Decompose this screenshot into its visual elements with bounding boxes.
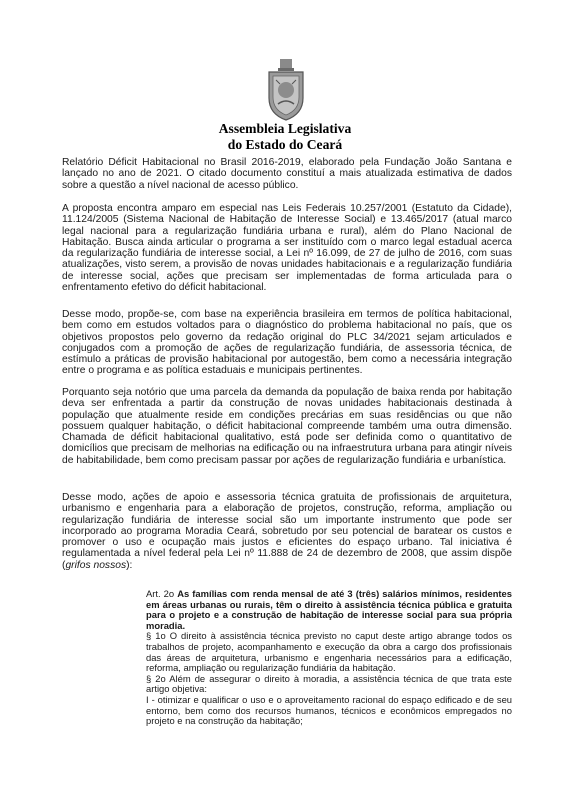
article-2-prefix: Art. 2o (146, 588, 178, 599)
paragraph-technical-assistance-text: Desse modo, ações de apoio e assessoria técnica gratuita de profissionais de arquitetura, urbanismo e engenharia para a elaboração de projetos, construção, reforma, ampliação ou regularização fundiária de interesse social são um importante instrumento que pode ser incorporado ao programa Moradia Ceará, sobretudo por seu potencial de baratear os custos e promover o uso e ocupação mais justos e eficientes do espaço urbano. Tal iniciativa é regulamentada a nível federal pela Lei nº 11.888 de 24 de dezembro de 2008, que assim dispõe ( (62, 492, 512, 571)
paragraph-proposal: Desse modo, propõe-se, com base na experiência brasileira em termos de política habitacional, bem como em estudos voltados para o diagnóstico do problema habitacional no país, que os objetivos propostos pelo governo da redação original do PLC 34/2021 sejam articulados e conjugados com a promoção de ações de regularização fundiária, de assessoria técnica, de estímulo a práticas de provisão habitacional por autogestão, bem como a necessária integração entre o programa e as política estaduais e municipais pertinentes. (62, 309, 512, 377)
state-coat-of-arms-seal (266, 58, 306, 122)
institution-header (200, 121, 370, 153)
paragraph-qualitative-deficit: Porquanto seja notório que uma parcela da demanda da população de baixa renda por habitação deva ser enfrentada a partir da construção de novas unidades habitacionais destinada à população que atualmente reside em condições precárias em suas residências ou que não possuem qualquer habitação, o déficit habitacional compreende também uma outra dimensão. Chamada de déficit habitacional qualitativo, está pode ser definida como o quantitativo de domicílios que precisam de melhorias na edificação ou na infraestrutura urbana para atingir níveis de habitabilidade, bem como precisam passar por ações de regularização fundiária e urbanística. (62, 387, 512, 466)
paragraph-end: ): (126, 559, 133, 571)
article-2 (146, 589, 512, 631)
paragraph-technical-assistance (62, 492, 512, 571)
italic-note: grifos nossos (65, 559, 127, 571)
institution-name-line1: Assembleia Legislativa (218, 121, 352, 136)
article-2-bold-text: As famílias com renda mensal de até 3 (três) salários mínimos, residentes em áreas urbanas ou rurais, têm o direito à assistência técnica pública e gratuita para o projeto e a construção de habitação de interesse social para sua própria moradia. (146, 588, 512, 631)
paragraph-report-reference: Relatório Déficit Habitacional no Brasil 2016-2019, elaborado pela Fundação João Santana e lançado no ano de 2021. O citado documento constituí a mais atualizada estimativa de dados sobre a questão a nível nacional de acesso público. (62, 157, 512, 191)
paragraph-2: § 2o Além de assegurar o direito à moradia, a assistência técnica de que trata este artigo objetiva: (146, 672, 512, 695)
institution-name-line2: do Estado do Ceará (227, 137, 343, 152)
item-i: I - otimizar e qualificar o uso e o aproveitamento racional do espaço edificado e de seu entorno, bem como dos recursos humanos, técnicos e econômicos empregados no projeto e na construção da habitação; (146, 693, 512, 727)
paragraph-legal-basis: A proposta encontra amparo em especial nas Leis Federais 10.257/2001 (Estatuto da Cidade), 11.124/2005 (Sistema Nacional de Habitação de Interesse Social) e 13.465/2017 (atual marco legal nacional para a regularização fundiária urbana e rural), além do Plano Nacional de Habitação. Busca ainda articular o programa a ser instituído com o marco legal estadual acerca da regularização fundiária de interesse social, a Lei nº 16.099, de 27 de julho de 2016, com suas atualizações, visto serem, a provisão de novas unidades habitacionais e a regularização fundiária de interesse social, ações que precisam ser implementadas de forma articulada para o enfrentamento efetivo do déficit habitacional. (62, 203, 512, 294)
law-citation-block (146, 589, 512, 727)
paragraph-1: § 1o O direito à assistência técnica previsto no caput deste artigo abrange todos os trabalhos de projeto, acompanhamento e execução da obra a cargo dos profissionais das áreas de arquitetura, urbanismo e engenharia necessários para a edificação, reforma, ampliação ou regularização fundiária da habitação. (146, 630, 512, 674)
